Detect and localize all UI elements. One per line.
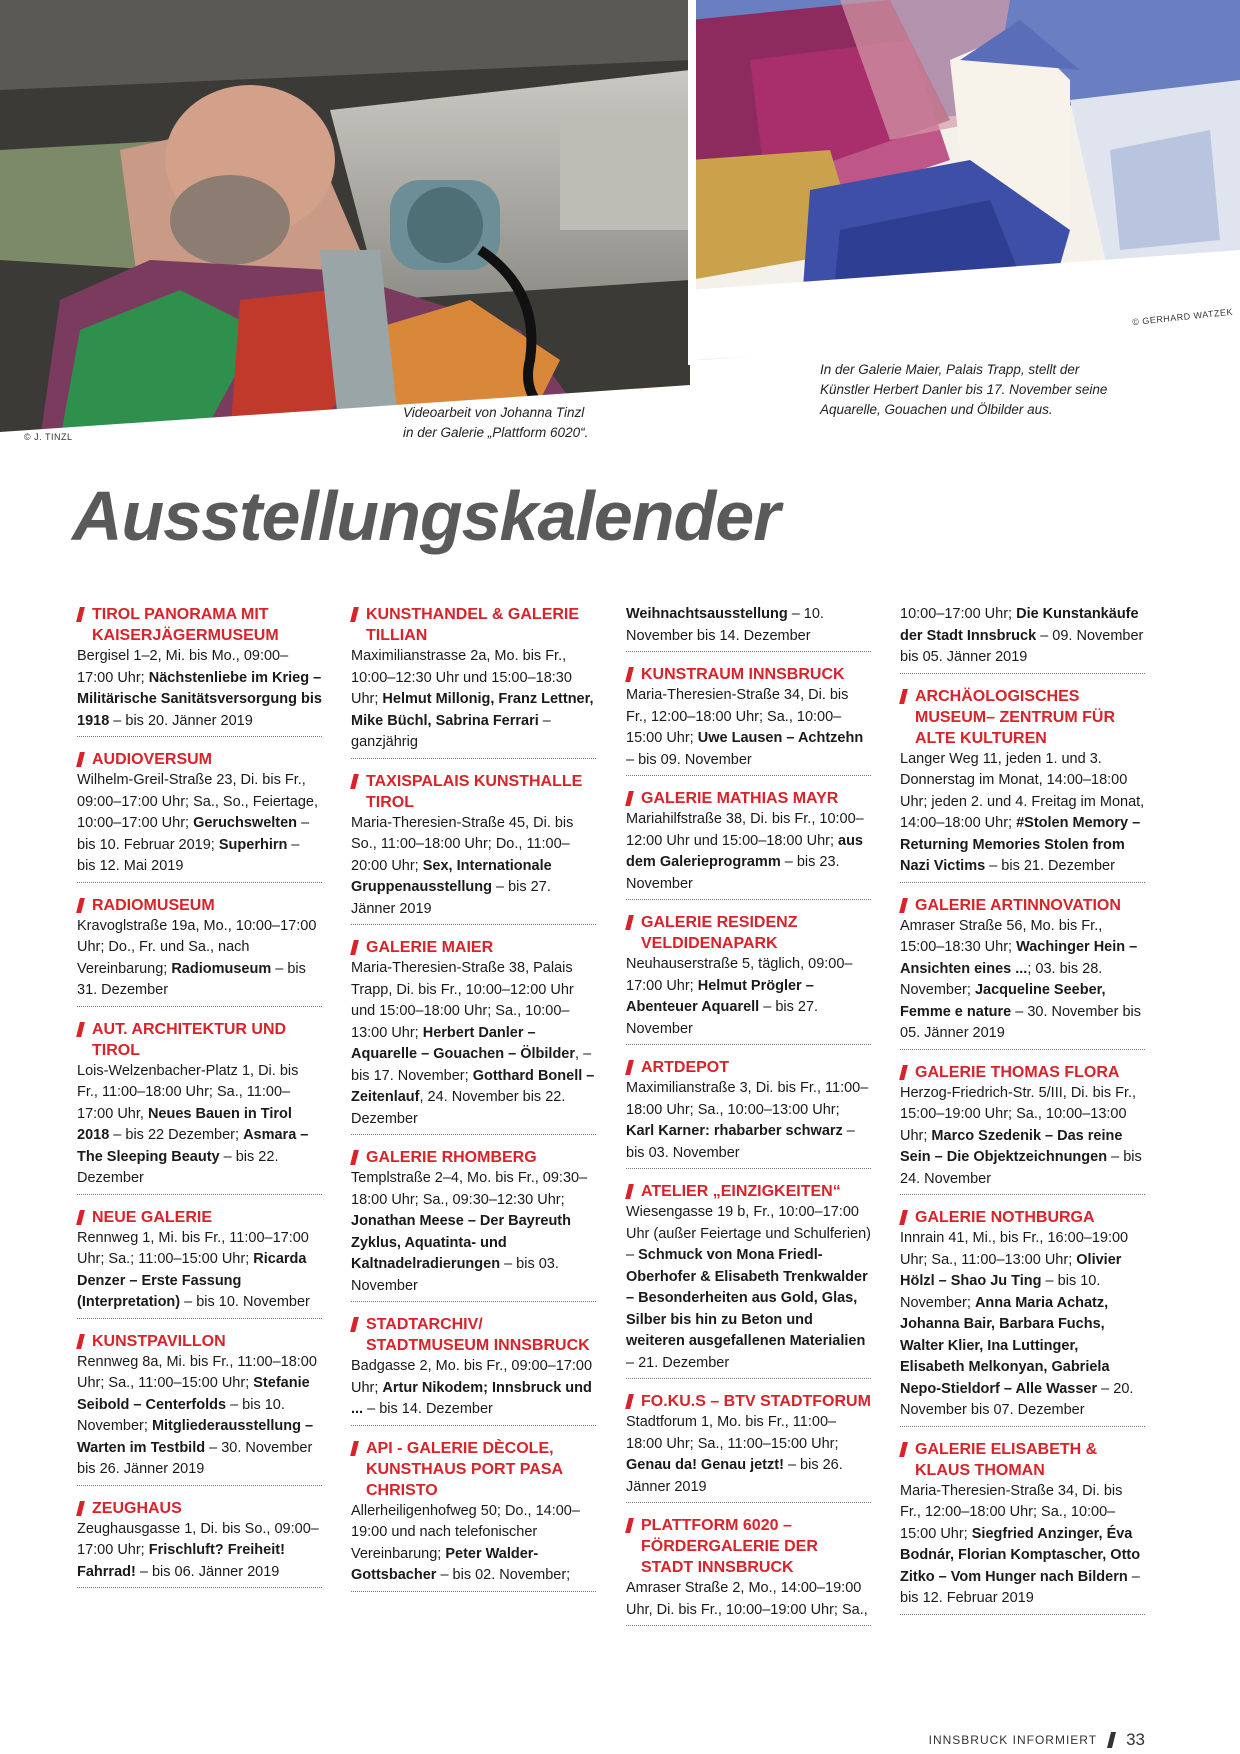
exhibition-title: Neues Bauen in Tirol 2018 — [77, 1105, 292, 1143]
venue-info: – bis 26. Jänner 2019 — [626, 1457, 843, 1495]
venue-details — [900, 1228, 1145, 1422]
venue-name: GALERIE THOMAS FLORA — [915, 1063, 1120, 1081]
exhibition-title: aus dem Galerieprogramm — [626, 832, 864, 870]
photo-credit-right: © GERHARD WATZEK — [1131, 306, 1234, 328]
slash-icon — [76, 1501, 85, 1516]
venue-name: KUNSTHANDEL & GALERIE TILLIAN — [366, 606, 580, 644]
page-title: Ausstellungskalender — [72, 477, 780, 555]
venue-heading — [900, 1439, 1145, 1481]
slash-icon — [899, 689, 908, 704]
venue-info: – bis 03. November — [626, 1123, 855, 1161]
venue-info: Maria-Theresien-Straße 34, Di. bis Fr., 12:00–18:00 Uhr; Sa., 10:00–15:00 Uhr; — [626, 687, 849, 746]
slash-icon — [76, 752, 85, 767]
venue-info: Maximilianstrasse 2a, Mo. bis Fr., 10:00–12:30 Uhr und 15:00–18:30 Uhr; — [351, 648, 572, 707]
venue-info: – bis 03. November — [351, 1256, 559, 1294]
listing-entry — [351, 937, 596, 1135]
venue-details — [77, 770, 322, 878]
listing-entry — [77, 1498, 322, 1589]
listing-entry — [77, 604, 322, 737]
venue-name: TIROL PANORAMA MIT KAISERJÄGERMUSEUM — [92, 606, 279, 644]
listing-entry — [626, 788, 871, 900]
slash-icon — [350, 607, 359, 622]
venue-details — [351, 813, 596, 921]
slash-icon — [625, 915, 634, 930]
listing-entry — [626, 604, 871, 652]
exhibition-title: Herbert Danler – Aquarelle – Gouachen – Ölbilder — [351, 1024, 576, 1062]
venue-info: – bis 20. Jänner 2019 — [109, 712, 253, 729]
page-footer — [929, 1730, 1145, 1750]
exhibition-title: Gotthard Bonell – Zeitenlauf — [351, 1067, 595, 1105]
venue-details — [351, 1168, 596, 1297]
exhibition-title: Schmuck von Mona Friedl-Oberhofer & Elisabeth Trenkwalder – Besonderheiten aus Gold, Glas, Silber bis hin zu Beton und weiteren ausgefallenen Materialien — [626, 1247, 868, 1349]
venue-info: – bis 10. November; — [900, 1273, 1101, 1311]
exhibition-title: Olivier Hölzl – Shao Ju Ting — [900, 1251, 1122, 1289]
slash-icon — [76, 898, 85, 913]
venue-info: – bis 09. November — [626, 751, 752, 768]
venue-info: – ganzjährig — [351, 712, 551, 750]
slash-icon — [899, 898, 908, 913]
venue-heading — [77, 1207, 322, 1228]
page-number: 33 — [1126, 1730, 1145, 1749]
listing-entry — [626, 664, 871, 776]
venue-name: GALERIE MAIER — [366, 939, 494, 956]
venue-info: Stadtforum 1, Mo. bis Fr., 11:00–18:00 Uhr; Sa., 11:00–15:00 Uhr; — [626, 1414, 839, 1452]
listing-entry — [626, 1515, 871, 1626]
venue-details — [900, 1083, 1145, 1191]
venue-heading — [77, 604, 322, 646]
venue-info: – 30. November bis 05. Jänner 2019 — [900, 1003, 1141, 1041]
venue-info: Allerheiligenhofweg 50; Do., 14:00–19:00 und nach telefonischer Vereinbarung; — [351, 1502, 580, 1562]
listing-entry — [351, 1147, 596, 1302]
exhibition-title: Anna Maria Achatz, Johanna Bair, Barbara Fuchs, Walter Klier, Ina Luttinger, Elisabeth Melkonyan, Gabriela Nepo-Stieldorf – Alle Wasser — [900, 1294, 1110, 1397]
exhibition-title: Karl Karner: rhabarber schwarz — [626, 1123, 843, 1139]
venue-info: – 10. November bis 14. Dezember — [626, 606, 824, 644]
listing-entry — [626, 1391, 871, 1503]
venue-name: ATELIER „EINZIGKEITEN“ — [641, 1183, 841, 1200]
venue-details — [900, 749, 1145, 878]
venue-info: – bis 12. Februar 2019 — [900, 1568, 1140, 1606]
venue-info: Kravoglstraße 19a, Mo., 10:00–17:00 Uhr; Do., Fr. und Sa., nach Vereinbarung; — [77, 917, 317, 977]
venue-details — [626, 604, 871, 647]
exhibition-title: Helmut Millonig, Franz Lettner, Mike Büchl, Sabrina Ferrari — [351, 691, 594, 729]
slash-icon — [625, 791, 634, 806]
venue-info: – bis 10. November; — [77, 1396, 285, 1434]
venue-heading — [77, 895, 322, 916]
listing-entry — [900, 1439, 1145, 1615]
exhibition-title: Wachinger Hein – Ansichten eines ... — [900, 939, 1138, 977]
photo-credit-left: © J. TINZL — [24, 432, 73, 442]
exhibition-title: Superhirn — [218, 836, 288, 853]
venue-name: GALERIE ARTINNOVATION — [915, 896, 1121, 914]
venue-details — [77, 1352, 322, 1481]
venue-name: GALERIE RHOMBERG — [366, 1149, 537, 1166]
exhibition-title: Uwe Lausen – Achtzehn — [697, 730, 864, 746]
venue-name: GALERIE ELISABETH & KLAUS THOMAN — [915, 1440, 1098, 1479]
venue-info: , – bis 17. November; — [351, 1046, 592, 1084]
venue-info: Wiesengasse 19 b, Fr., 10:00–17:00 Uhr (außer Feiertage und Schulferien) – — [626, 1204, 872, 1263]
exhibition-title: Ricarda Denzer – Erste Fassung (Interpretation) — [77, 1251, 307, 1310]
venue-details — [626, 1412, 871, 1498]
venue-info: Wilhelm-Greil-Straße 23, Di. bis Fr., 09:00–17:00 Uhr; Sa., So., Feiertage, 10:00–17:00 Uhr; — [77, 772, 319, 831]
exhibition-title: Helmut Prögler – Abenteuer Aquarell — [626, 977, 814, 1015]
venue-info: – bis 27. Jänner 2019 — [351, 879, 551, 917]
listing-entry — [626, 912, 871, 1045]
caption-right: In der Galerie Maier, Palais Trapp, stellt der Künstler Herbert Danler bis 17. November seine Aquarelle, Gouachen und Ölbilder aus. — [820, 362, 1108, 417]
venue-info: – bis 27. November — [626, 999, 819, 1037]
venue-details — [626, 1078, 871, 1164]
slash-icon — [625, 1518, 634, 1533]
venue-heading — [351, 771, 596, 813]
venue-info: Maria-Theresien-Straße 38, Palais Trapp, Di. bis Fr., 10:00–12:00 Uhr und 15:00–18:00 Uhr; Sa., 10:00–13:00 Uhr; — [351, 960, 574, 1041]
venue-heading — [351, 1147, 596, 1168]
exhibition-title: #Stolen Memory – Returning Memories Stolen from Nazi Victims — [900, 815, 1141, 874]
slash-icon — [76, 1334, 85, 1349]
venue-info: – bis 06. Jänner 2019 — [135, 1563, 280, 1580]
venue-info: Amraser Straße 2, Mo., 14:00–19:00 Uhr, Di. bis Fr., 10:00–19:00 Uhr; Sa., — [626, 1580, 868, 1618]
venue-details — [900, 604, 1145, 669]
venue-info: Bergisel 1–2, Mi. bis Mo., 09:00–17:00 Uhr; — [77, 648, 289, 686]
venue-info: Langer Weg 11, jeden 1. und 3. Donnerstag im Monat, 14:00–18:00 Uhr; jeden 2. und 4. Freitag im Monat, 14:00–18:00 Uhr; — [900, 750, 1145, 831]
exhibition-title: Siegfried Anzinger, Éva Bodnár, Florian Komptascher, Otto Zitko – Vom Hunger nach Bildern — [900, 1525, 1141, 1585]
venue-heading — [900, 1207, 1145, 1228]
listing-entry — [351, 771, 596, 926]
venue-heading — [77, 1019, 322, 1061]
venue-info: – 20. November bis 07. Dezember — [900, 1380, 1134, 1418]
venue-details — [77, 646, 322, 732]
venue-name: ZEUGHAUS — [92, 1499, 182, 1517]
venue-heading — [626, 1181, 871, 1202]
venue-details — [351, 646, 596, 754]
listing-column-4 — [900, 604, 1145, 1627]
caption-left: Videoarbeit von Johanna Tinzl in der Galerie „Plattform 6020“. — [403, 405, 589, 440]
venue-name: GALERIE NOTHBURGA — [915, 1209, 1095, 1226]
listing-entry — [900, 895, 1145, 1050]
exhibition-title: Frischluft? Freiheit! Fahrrad! — [77, 1542, 285, 1580]
listing-entry — [77, 749, 322, 883]
venue-info: – bis 10. Februar 2019; — [77, 815, 310, 853]
venue-heading — [77, 749, 322, 770]
venue-info: – bis 22 Dezember; — [109, 1127, 244, 1143]
venue-details — [626, 1202, 871, 1374]
exhibition-title: Weihnachtsausstellung — [626, 606, 788, 622]
venue-name: KUNSTRAUM INNSBRUCK — [641, 666, 845, 683]
venue-info: – bis 22. Dezember — [77, 1148, 279, 1186]
listing-entry — [351, 1438, 596, 1592]
venue-heading — [351, 604, 596, 646]
publication-name: INNSBRUCK INFORMIERT — [928, 1733, 1098, 1747]
exhibition-title: Geruchswelten — [193, 815, 298, 831]
venue-name: API - GALERIE DÈCOLE, KUNSTHAUS PORT PASA CHRISTO — [366, 1439, 563, 1499]
venue-details — [900, 916, 1145, 1045]
venue-heading — [900, 895, 1145, 916]
venue-heading — [351, 1438, 596, 1501]
exhibition-title: Marco Szedenik – Das reine Sein – Die Objektzeichnungen — [900, 1127, 1123, 1165]
venue-name: ARTDEPOT — [641, 1059, 729, 1076]
exhibition-title: Genau da! Genau jetzt! — [626, 1457, 784, 1473]
venue-info: – bis 24. November — [900, 1149, 1142, 1187]
venue-info: Zeughausgasse 1, Di. bis So., 09:00–17:00 Uhr; — [77, 1520, 319, 1558]
venue-info: 10:00–17:00 Uhr; — [900, 606, 1017, 622]
venue-info: – bis 14. Dezember — [363, 1401, 493, 1417]
listing-entry — [351, 604, 596, 759]
exhibition-title: Nächstenliebe im Krieg – Militärische Sanitätsversorgung bis 1918 — [77, 669, 322, 729]
exhibition-title: Sex, Internationale Gruppenausstellung — [351, 857, 552, 895]
exhibition-title: Artur Nikodem; Innsbruck und ... — [351, 1379, 592, 1417]
venue-info: – 21. Dezember — [626, 1354, 730, 1371]
slash-icon — [350, 1317, 359, 1332]
venue-name: AUDIOVERSUM — [92, 751, 213, 768]
venue-name: NEUE GALERIE — [92, 1208, 213, 1226]
venue-info: Rennweg 1, Mi. bis Fr., 11:00–17:00 Uhr; Sa.; 11:00–15:00 Uhr; — [77, 1229, 309, 1267]
venue-name: GALERIE MATHIAS MAYR — [641, 790, 839, 807]
slash-icon — [350, 1441, 359, 1456]
venue-info: – bis 21. Dezember — [985, 858, 1115, 874]
venue-info: , 24. November bis 22. Dezember — [351, 1089, 566, 1127]
venue-heading — [626, 1057, 871, 1078]
venue-info: – bis 02. November; — [436, 1567, 571, 1583]
venue-heading — [351, 937, 596, 958]
venue-info: Mariahilfstraße 38, Di. bis Fr., 10:00–12:00 Uhr und 15:00–18:00 Uhr; — [626, 811, 864, 849]
slash-icon — [899, 1065, 908, 1080]
venue-details — [351, 958, 596, 1130]
venue-heading — [900, 686, 1145, 749]
venue-heading — [626, 664, 871, 685]
venue-details — [626, 954, 871, 1040]
slash-icon — [899, 1210, 908, 1225]
listing-column-1 — [77, 604, 322, 1600]
slash-icon — [625, 1394, 634, 1409]
venue-name: PLATTFORM 6020 – FÖRDERGALERIE DER STADT INNSBRUCK — [641, 1517, 818, 1576]
venue-info: Maria-Theresien-Straße 34, Di. bis Fr., 12:00–18:00 Uhr; Sa., 10:00–15:00 Uhr; — [900, 1482, 1123, 1542]
slash-icon — [625, 1060, 634, 1075]
venue-info: Herzog-Friedrich-Str. 5/III, Di. bis Fr., 15:00–19:00 Uhr; Sa., 10:00–13:00 Uhr; — [900, 1084, 1137, 1144]
listing-entry — [351, 1314, 596, 1426]
venue-details — [77, 1228, 322, 1314]
venue-name: TAXISPALAIS KUNSTHALLE TIROL — [366, 772, 583, 811]
venue-info: Rennweg 8a, Mi. bis Fr., 11:00–18:00 Uhr; Sa., 11:00–15:00 Uhr; — [77, 1353, 317, 1391]
venue-info: Maria-Theresien-Straße 45, Di. bis So., 11:00–18:00 Uhr; Do., 11:00–20:00 Uhr; — [351, 814, 574, 874]
slash-icon — [625, 1184, 634, 1199]
listing-entry — [626, 1181, 871, 1379]
venue-details — [77, 1061, 322, 1190]
slash-icon — [76, 607, 85, 622]
exhibition-title: Radiomuseum — [171, 960, 272, 977]
venue-name: FO.KU.S – BTV STADTFORUM — [641, 1393, 871, 1410]
venue-details — [626, 809, 871, 895]
slash-icon — [625, 667, 634, 682]
venue-info: Neuhauserstraße 5, täglich, 09:00–17:00 Uhr; — [626, 956, 853, 994]
listing-entry — [900, 1207, 1145, 1427]
venue-heading — [77, 1498, 322, 1519]
venue-details — [77, 1519, 322, 1584]
venue-details — [626, 1578, 871, 1621]
listing-entry — [626, 1057, 871, 1169]
venue-details — [77, 916, 322, 1002]
listing-entry — [77, 895, 322, 1007]
venue-info: – bis 10. November — [180, 1294, 310, 1310]
venue-info: – bis 12. Mai 2019 — [77, 836, 300, 874]
slash-icon — [899, 1442, 908, 1457]
venue-info: Templstraße 2–4, Mo. bis Fr., 09:30–18:00 Uhr; Sa., 09:30–12:30 Uhr; — [351, 1170, 588, 1208]
listing-entry — [77, 1019, 322, 1195]
slash-icon — [350, 940, 359, 955]
venue-info: Amraser Straße 56, Mo. bis Fr., 15:00–18:30 Uhr; — [900, 917, 1103, 955]
exhibition-title: Jonathan Meese – Der Bayreuth Zyklus, Aquatinta- und Kaltnadelradierungen — [351, 1213, 571, 1272]
listing-entry — [900, 1062, 1145, 1196]
listing-entry — [77, 1331, 322, 1486]
exhibition-title: Peter Walder-Gottsbacher — [351, 1545, 539, 1583]
venue-info: – 30. November bis 26. Jänner 2019 — [77, 1439, 313, 1477]
exhibition-title: Stefanie Seibold – Centerfolds — [77, 1375, 310, 1413]
venue-name: ARCHÄOLOGISCHES MUSEUM– ZENTRUM FÜR ALTE KULTUREN — [915, 687, 1115, 747]
slash-icon — [350, 1150, 359, 1165]
venue-info: Badgasse 2, Mo. bis Fr., 09:00–17:00 Uhr; — [351, 1358, 593, 1396]
venue-name: GALERIE RESIDENZ VELDIDENAPARK — [641, 914, 798, 952]
venue-info: Maximilianstraße 3, Di. bis Fr., 11:00–18:00 Uhr; Sa., 10:00–13:00 Uhr; — [626, 1080, 869, 1118]
exhibition-title: Die Kunstankäufe der Stadt Innsbruck — [900, 606, 1139, 644]
venue-heading — [626, 788, 871, 809]
venue-info: – 09. November bis 05. Jänner 2019 — [900, 627, 1144, 665]
venue-info: ; 03. bis 28. November; — [900, 960, 1103, 998]
venue-name: RADIOMUSEUM — [92, 896, 215, 914]
venue-heading — [626, 1515, 871, 1578]
venue-details — [900, 1481, 1145, 1610]
footer-slash-icon — [1107, 1732, 1116, 1748]
venue-details — [351, 1501, 596, 1587]
exhibition-title: Mitgliederausstellung – Warten im Testbild — [77, 1418, 314, 1456]
venue-info: Innrain 41, Mi., bis Fr., 16:00–19:00 Uhr; Sa., 11:00–13:00 Uhr; — [900, 1230, 1129, 1268]
slash-icon — [76, 1022, 85, 1037]
listing-column-3 — [626, 604, 871, 1638]
slash-icon — [350, 774, 359, 789]
venue-heading — [351, 1314, 596, 1356]
slash-icon — [76, 1210, 85, 1225]
exhibition-title: Jacqueline Seeber, Femme e nature — [900, 982, 1106, 1020]
venue-name: AUT. ARCHITEKTUR UND TIROL — [92, 1020, 287, 1059]
venue-heading — [77, 1331, 322, 1352]
venue-details — [351, 1356, 596, 1421]
venue-heading — [626, 1391, 871, 1412]
venue-name: KUNSTPAVILLON — [92, 1332, 226, 1350]
venue-details — [626, 685, 871, 771]
exhibition-title: Asmara – The Sleeping Beauty — [77, 1127, 309, 1165]
listing-entry — [900, 604, 1145, 674]
venue-heading — [900, 1062, 1145, 1083]
venue-info: Lois-Welzenbacher-Platz 1, Di. bis Fr., 11:00–18:00 Uhr; Sa., 11:00–17:00 Uhr, — [77, 1062, 299, 1122]
venue-info: – bis 31. Dezember — [77, 960, 306, 998]
venue-heading — [626, 912, 871, 954]
venue-name: STADTARCHIV/ STADTMUSEUM INNSBRUCK — [366, 1316, 590, 1354]
listing-entry — [77, 1207, 322, 1319]
listing-entry — [900, 686, 1145, 883]
venue-info: – bis 23. November — [626, 854, 840, 892]
listing-column-2 — [351, 604, 596, 1604]
